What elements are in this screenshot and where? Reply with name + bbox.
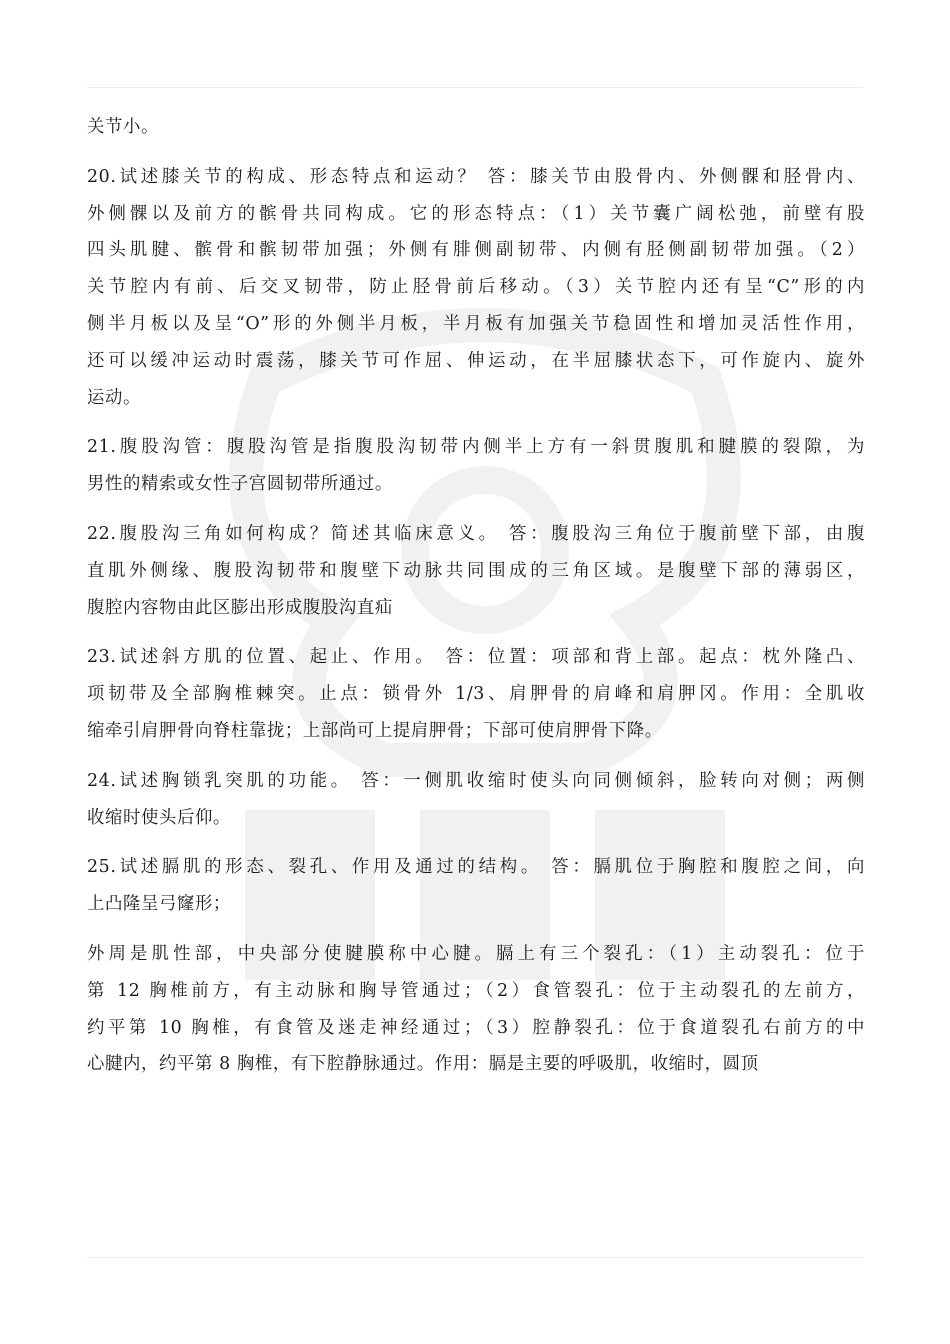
text-line: 25.试述膈肌的形态、裂孔、作用及通过的结构。 答：膈肌位于胸腔和腹腔之间，向 [87,857,865,878]
text-line: 侧半月板以及呈“O”形的外侧半月板，半月板有加强关节稳固性和增加灵活性作用， [87,313,865,334]
text-line: 关节小。 [87,117,159,137]
text-line: 21.腹股沟管：腹股沟管是指腹股沟韧带内侧半上方有一斜贯腹肌和腱膜的裂隙，为 [87,437,865,458]
paragraph-p-24 [87,763,865,837]
text-line: 男性的精索或女性子宫圆韧带所通过。 [87,474,393,495]
text-line: 心腱内，约平第 8 胸椎，有下腔静脉通过。作用：膈是主要的呼吸肌，收缩时，圆顶 [87,1054,759,1075]
paragraph-gap [87,416,865,429]
text-line: 第 12 胸椎前方，有主动脉和胸导管通过；（2）食管裂孔：位于主动裂孔的左前方， [87,980,865,1001]
text-line: 还可以缓冲运动时震荡，膝关节可作屈、伸运动，在半屈膝状态下，可作旋内、旋外 [87,350,865,371]
text-line: 20.试述膝关节的构成、形态特点和运动？ 答：膝关节由股骨内、外侧髁和胫骨内、 [87,166,865,187]
paragraph-p-25 [87,849,865,923]
text-line: 运动。 [87,387,141,408]
text-line: 外周是肌性部，中央部分使腱膜称中心腱。膈上有三个裂孔：（1）主动裂孔：位于 [87,943,865,964]
paragraph-p-20 [87,159,865,417]
text-line: 缩牵引肩胛骨向脊柱靠拢；上部尚可上提肩胛骨；下部可使肩胛骨下降。 [87,720,663,741]
paragraph-gap [87,836,865,849]
paragraph-p-22 [87,516,865,626]
document-body [87,109,865,1083]
paragraph-gap [87,146,865,159]
paragraph-p-21 [87,429,865,503]
text-line: 22.腹股沟三角如何构成？简述其临床意义。 答：腹股沟三角位于腹前壁下部，由腹 [87,523,865,544]
paragraph-gap [87,503,865,516]
bottom-divider [87,1257,863,1258]
paragraph-p-25b [87,936,865,1083]
text-line: 24.试述胸锁乳突肌的功能。 答：一侧肌收缩时使头向同侧倾斜，脸转向对侧；两侧 [87,770,865,791]
text-line: 腹腔内容物由此区膨出形成腹股沟直疝 [87,597,393,618]
text-line: 项韧带及全部胸椎棘突。止点：锁骨外 1/3、肩胛骨的肩峰和肩胛冈。作用：全肌收 [87,684,865,705]
paragraph-gap [87,626,865,639]
text-line: 收缩时使头后仰。 [87,807,231,828]
paragraph-gap [87,923,865,936]
text-line: 四头肌腱、髌骨和髌韧带加强；外侧有腓侧副韧带、内侧有胫侧副韧带加强。（2） [87,240,865,261]
paragraph-p-23 [87,639,865,749]
top-divider [87,87,863,88]
text-line: 约平第 10 胸椎，有食管及迷走神经通过；（3）腔静裂孔：位于食道裂孔右前方的中 [87,1017,865,1038]
text-line: 上凸隆呈弓窿形； [87,894,231,915]
paragraph-p-cont [87,109,865,146]
text-line: 外侧髁以及前方的髌骨共同构成。它的形态特点：（1）关节囊广阔松弛，前壁有股 [87,203,865,224]
paragraph-gap [87,750,865,763]
text-line: 关节腔内有前、后交叉韧带，防止胫骨前后移动。（3）关节腔内还有呈“C”形的内 [87,277,865,298]
text-line: 23.试述斜方肌的位置、起止、作用。 答：位置：项部和背上部。起点：枕外隆凸、 [87,647,865,668]
text-line: 直肌外侧缘、腹股沟韧带和腹壁下动脉共同围成的三角区域。是腹壁下部的薄弱区， [87,560,865,581]
